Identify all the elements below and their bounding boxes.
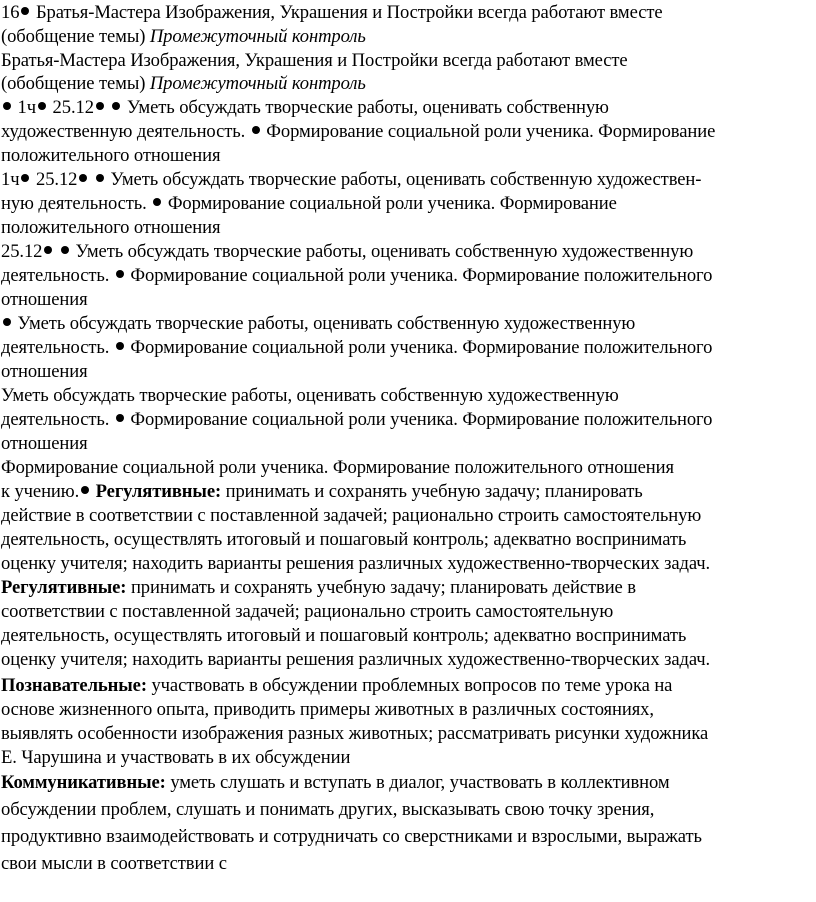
text-line [1,853,227,875]
line-text: деятельность. [1,265,114,286]
line-text: (обобщение темы) [1,26,150,47]
text-line [1,625,686,647]
bullet-icon [116,414,124,422]
text-line [1,289,88,311]
line-text: деятельность, осуществлять итоговый и пошаговый контроль; адекватно воспринимать [1,625,687,646]
bullet-icon [44,246,52,254]
line-text: уметь слушать и вступать в диалог, участвовать в коллективном [165,772,670,793]
bullet-icon [61,246,69,254]
text-line [1,601,613,623]
line-text: ную деятельность. [1,193,152,214]
text-line [1,433,88,455]
text-line [1,675,672,697]
bullet-icon [21,7,29,15]
bullet-icon [153,198,161,206]
line-text: Формирование социальной роли ученика. Формирование положительного отношения [1,457,674,478]
text-line [1,505,701,527]
text-line [1,699,654,721]
line-text: обсуждении проблем, слушать и понимать других, высказывать свою точку зрения, [1,799,655,820]
line-text: деятельность. [1,337,114,358]
line-text: соответствии с поставленной задачей; рационально строить самостоятельную [1,601,614,622]
line-text: Братья-Мастера Изображения, Украшения и Постройки всегда работают вместе [31,2,663,23]
text-line [1,73,366,95]
bullet-icon [96,174,104,182]
bullet-icon [116,342,124,350]
line-text: свои мысли в соответствии с [1,853,227,874]
line-text: Формирование социальной роли ученика. Формирование [261,121,716,142]
text-line [1,145,220,167]
text-line [1,577,636,599]
text-line [1,265,712,287]
line-text: отношения [1,361,88,382]
date: 25.12 [48,97,94,118]
line-text: Братья-Мастера Изображения, Украшения и Постройки всегда работают вместе [1,50,628,71]
line-text: деятельность, осуществлять итоговый и пошаговый контроль; адекватно воспринимать [1,529,687,550]
line-text: оценку учителя; находить варианты решения различных художественно-творческих задач. [1,553,711,574]
line-text: положительного отношения [1,145,221,166]
line-text: оценку учителя; находить варианты решения различных художественно-творческих задач. [1,649,711,670]
text-line [1,2,663,24]
line-text: Формирование социальной роли ученика. Формирование положительного [125,265,713,286]
bullet-icon [116,270,124,278]
text-line [1,169,701,191]
text-line [1,553,710,575]
line-text: (обобщение темы) [1,73,150,94]
text-line [1,385,619,407]
text-line [1,313,635,335]
line-text: участвовать в обсуждении проблемных вопросов по теме урока на [146,675,673,696]
section-heading: Коммуникативные: [1,772,166,793]
date: 25.12 [1,241,43,262]
text-line [1,826,702,848]
text-line [1,649,710,671]
text-line [1,772,670,794]
text-line [1,529,686,551]
bullet-icon [3,102,11,110]
line-text: действие в соответствии с поставленной задачей; рационально строить самостоятельную [1,505,702,526]
text-line [1,747,350,769]
text-line [1,337,712,359]
line-text: Е. Чарушина и участвовать в их обсуждении [1,747,351,768]
text-line [1,481,643,503]
line-text: продуктивно взаимодействовать и сотрудничать со сверстниками и взрослыми, выражать [1,826,702,847]
line-text: Формирование социальной роли ученика. Формирование положительного [125,337,713,358]
bullet-icon [38,102,46,110]
line-text: принимать и сохранять учебную задачу; планировать действие в [126,577,636,598]
line-text: Уметь обсуждать творческие работы, оценивать собственную [122,97,609,118]
lesson-number: 16 [1,2,20,23]
line-text: Формирование социальной роли ученика. Формирование положительного [125,409,713,430]
text-line [1,799,654,821]
date: 25.12 [31,169,78,190]
hours: 1ч [1,169,20,190]
line-text: выявлять особенности изображения разных животных; рассматривать рисунки художника [1,723,709,744]
section-heading: Регулятивные: [1,577,127,598]
text-line [1,50,628,72]
line-text: отношения [1,433,88,454]
control-type: Промежуточный контроль [149,73,366,94]
line-text: к учению. [1,481,80,502]
bullet-icon [252,126,260,134]
text-line [1,26,366,48]
bullet-icon [79,174,87,182]
line-text: деятельность. [1,409,114,430]
text-line [1,193,617,215]
line-text: основе жизненного опыта, приводить примеры животных в различных состояниях, [1,699,654,720]
line-text: Формирование социальной роли ученика. Формирование [163,193,617,214]
text-line [1,121,715,143]
bullet-icon [21,174,29,182]
bullet-icon [112,102,120,110]
text-line [1,241,693,263]
line-text: Уметь обсуждать творческие работы, оценивать собственную художественную [70,241,694,262]
bullet-icon [96,102,104,110]
text-line [1,217,220,239]
control-type: Промежуточный контроль [149,26,366,47]
line-text: отношения [1,289,88,310]
line-text: художественную деятельность. [1,121,250,142]
line-text: Уметь обсуждать творческие работы, оценивать собственную художественную [13,313,636,334]
bullet-icon [81,486,89,494]
text-line [1,409,712,431]
section-heading: Познавательные: [1,675,147,696]
text-line [1,457,674,479]
bullet-icon [3,318,11,326]
line-text: принимать и сохранять учебную задачу; планировать [221,481,643,502]
hours: 1ч [13,97,36,118]
line-text: положительного отношения [1,217,221,238]
section-heading: Регулятивные: [91,481,222,502]
text-line [1,361,88,383]
text-line [1,723,708,745]
line-text: Уметь обсуждать творческие работы, оценивать собственную художественную [1,385,619,406]
line-text: Уметь обсуждать творческие работы, оценивать собственную художествен- [105,169,702,190]
text-line [1,97,609,119]
